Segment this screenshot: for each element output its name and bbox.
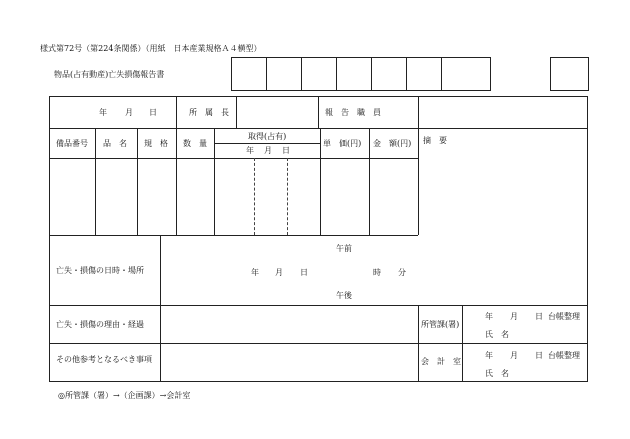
routing-note: ◎所管課（署）→（企画課）→会計室 (58, 391, 191, 400)
acct-approval-ledger: 台帳整理 (548, 351, 580, 360)
dept-approval-ledger: 台帳整理 (548, 312, 580, 321)
col-header-acquired-day: 日 (282, 146, 290, 155)
col-line-r1-a (176, 96, 177, 128)
other-section-label: その他参考となるべき事項 (56, 355, 152, 364)
reporter-label: 報 告 職 員 (325, 108, 381, 117)
acct-approval-year: 年 (485, 351, 493, 360)
page-title: 物品(占有動産)亡失損傷報告書 (54, 70, 165, 79)
dept-approval-label: 所管課(署) (421, 320, 460, 329)
col-header-amount: 金 額(円) (373, 139, 412, 148)
acquired-subheader-line (214, 143, 320, 144)
datetime-minute-label: 分 (398, 268, 406, 277)
other-notes-field[interactable] (161, 344, 417, 381)
datetime-place-field[interactable] (161, 236, 417, 304)
datetime-day-label: 日 (300, 268, 308, 277)
remarks-field[interactable] (419, 129, 587, 304)
datetime-hour-label: 時 (373, 268, 381, 277)
col-header-name: 品 名 (103, 139, 127, 148)
acct-approval-day: 日 (535, 351, 543, 360)
code-box-4[interactable] (336, 57, 372, 91)
col-header-acquired-year: 年 (246, 146, 254, 155)
dept-head-label: 所 属 長 (189, 108, 229, 117)
dept-approval-day: 日 (535, 312, 543, 321)
report-year-label: 年 (99, 108, 107, 117)
datetime-section-label: 亡失・損傷の日時・場所 (56, 266, 144, 275)
datetime-am-label: 午前 (336, 244, 352, 253)
acct-approval-month: 月 (510, 351, 518, 360)
code-box-7[interactable] (441, 57, 491, 91)
acct-approval-name: 氏 名 (485, 369, 509, 378)
col-header-unit-price: 単 価(円) (323, 139, 362, 148)
code-box-3[interactable] (301, 57, 337, 91)
reason-field[interactable] (161, 306, 417, 342)
datetime-month-label: 月 (275, 268, 283, 277)
datetime-year-label: 年 (251, 268, 259, 277)
col-header-spec: 規 格 (144, 139, 168, 148)
code-box-6[interactable] (406, 57, 442, 91)
item-entry-area[interactable] (50, 159, 418, 234)
code-box-8[interactable] (550, 57, 589, 91)
code-box-2[interactable] (266, 57, 302, 91)
col-header-remarks: 摘 要 (423, 136, 447, 145)
form-caption: 様式第72号（第224条関係）（用紙 日本産業規格Ａ４横型） (40, 44, 262, 53)
report-day-label: 日 (149, 108, 157, 117)
col-header-qty: 数 量 (183, 139, 207, 148)
datetime-pm-label: 午後 (336, 291, 352, 300)
col-header-acquired: 取得(占有) (248, 132, 287, 141)
col-header-acquired-month: 月 (264, 146, 272, 155)
dept-head-field[interactable] (237, 97, 317, 127)
dept-approval-name: 氏 名 (485, 330, 509, 339)
col-line-approval-label (418, 305, 419, 382)
acct-approval-label: 会 計 室 (421, 357, 461, 366)
reason-section-label: 亡失・損傷の理由・経過 (56, 320, 144, 329)
col-line-r1-c (318, 96, 319, 128)
code-box-5[interactable] (371, 57, 407, 91)
reporter-field[interactable] (419, 97, 587, 127)
col-header-item-no: 備品番号 (56, 139, 88, 148)
dept-approval-month: 月 (510, 312, 518, 321)
dept-approval-year: 年 (485, 312, 493, 321)
code-box-1[interactable] (231, 57, 267, 91)
col-line-approval-value (462, 305, 463, 382)
report-month-label: 月 (125, 108, 133, 117)
